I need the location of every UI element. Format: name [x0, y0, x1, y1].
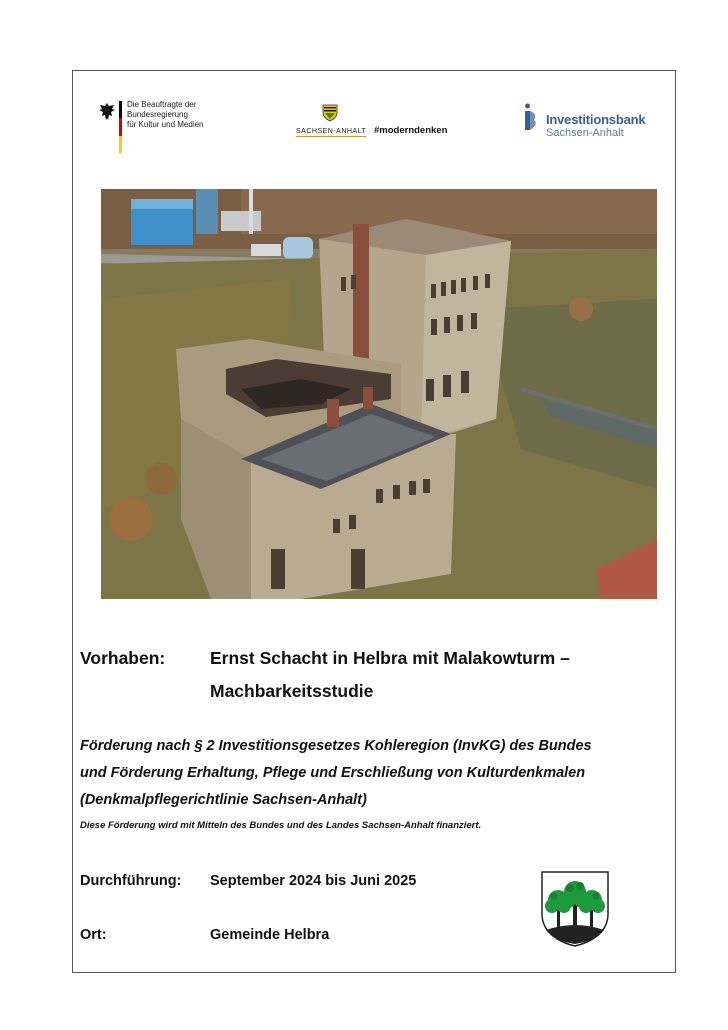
period-value: September 2024 bis Juni 2025 — [210, 873, 417, 889]
bkm-line1: Die Beauftragte der Bundesregierung — [127, 100, 197, 119]
federal-eagle-icon — [98, 102, 116, 122]
funding-line3: (Denkmalpflegerichtlinie Sachsen-Anhalt) — [80, 792, 367, 808]
state-crest-icon — [322, 104, 338, 122]
bkm-text — [127, 100, 258, 130]
ib-name: Investitionsbank — [546, 112, 646, 127]
bkm-logo — [98, 100, 258, 156]
project-title-line1: Ernst Schacht in Helbra mit Malakowturm – — [210, 648, 570, 668]
project-label: Vorhaben: — [80, 648, 166, 668]
moderndenken-hashtag: #moderndenken — [374, 125, 448, 136]
funding-line1: Förderung nach § 2 Investitionsgesetzes Kohleregion (InvKG) des Bundes — [80, 738, 592, 754]
place-value: Gemeinde Helbra — [210, 927, 330, 943]
funding-note: Diese Förderung wird mit Mitteln des Bundes und des Landes Sachsen-Anhalt finanziert. — [80, 820, 482, 831]
ib-mark-icon — [522, 102, 542, 132]
bkm-line2: für Kultur und Medien — [127, 120, 204, 129]
project-title-line2: Machbarkeitsstudie — [210, 681, 374, 701]
sachsen-anhalt-name: SACHSEN-ANHALT — [296, 128, 367, 135]
investitionsbank-logo — [522, 102, 652, 142]
funding-line2: und Förderung Erhaltung, Pflege und Erschließung von Kulturdenkmalen — [80, 765, 586, 781]
ib-region: Sachsen-Anhalt — [546, 127, 624, 139]
helbra-coat-of-arms-icon — [540, 870, 610, 948]
period-label: Durchführung: — [80, 873, 182, 889]
german-flag-bar — [119, 101, 122, 153]
place-label: Ort: — [80, 927, 107, 943]
sachsen-anhalt-logo — [292, 104, 462, 144]
aerial-photo-malakow-tower — [101, 189, 657, 599]
